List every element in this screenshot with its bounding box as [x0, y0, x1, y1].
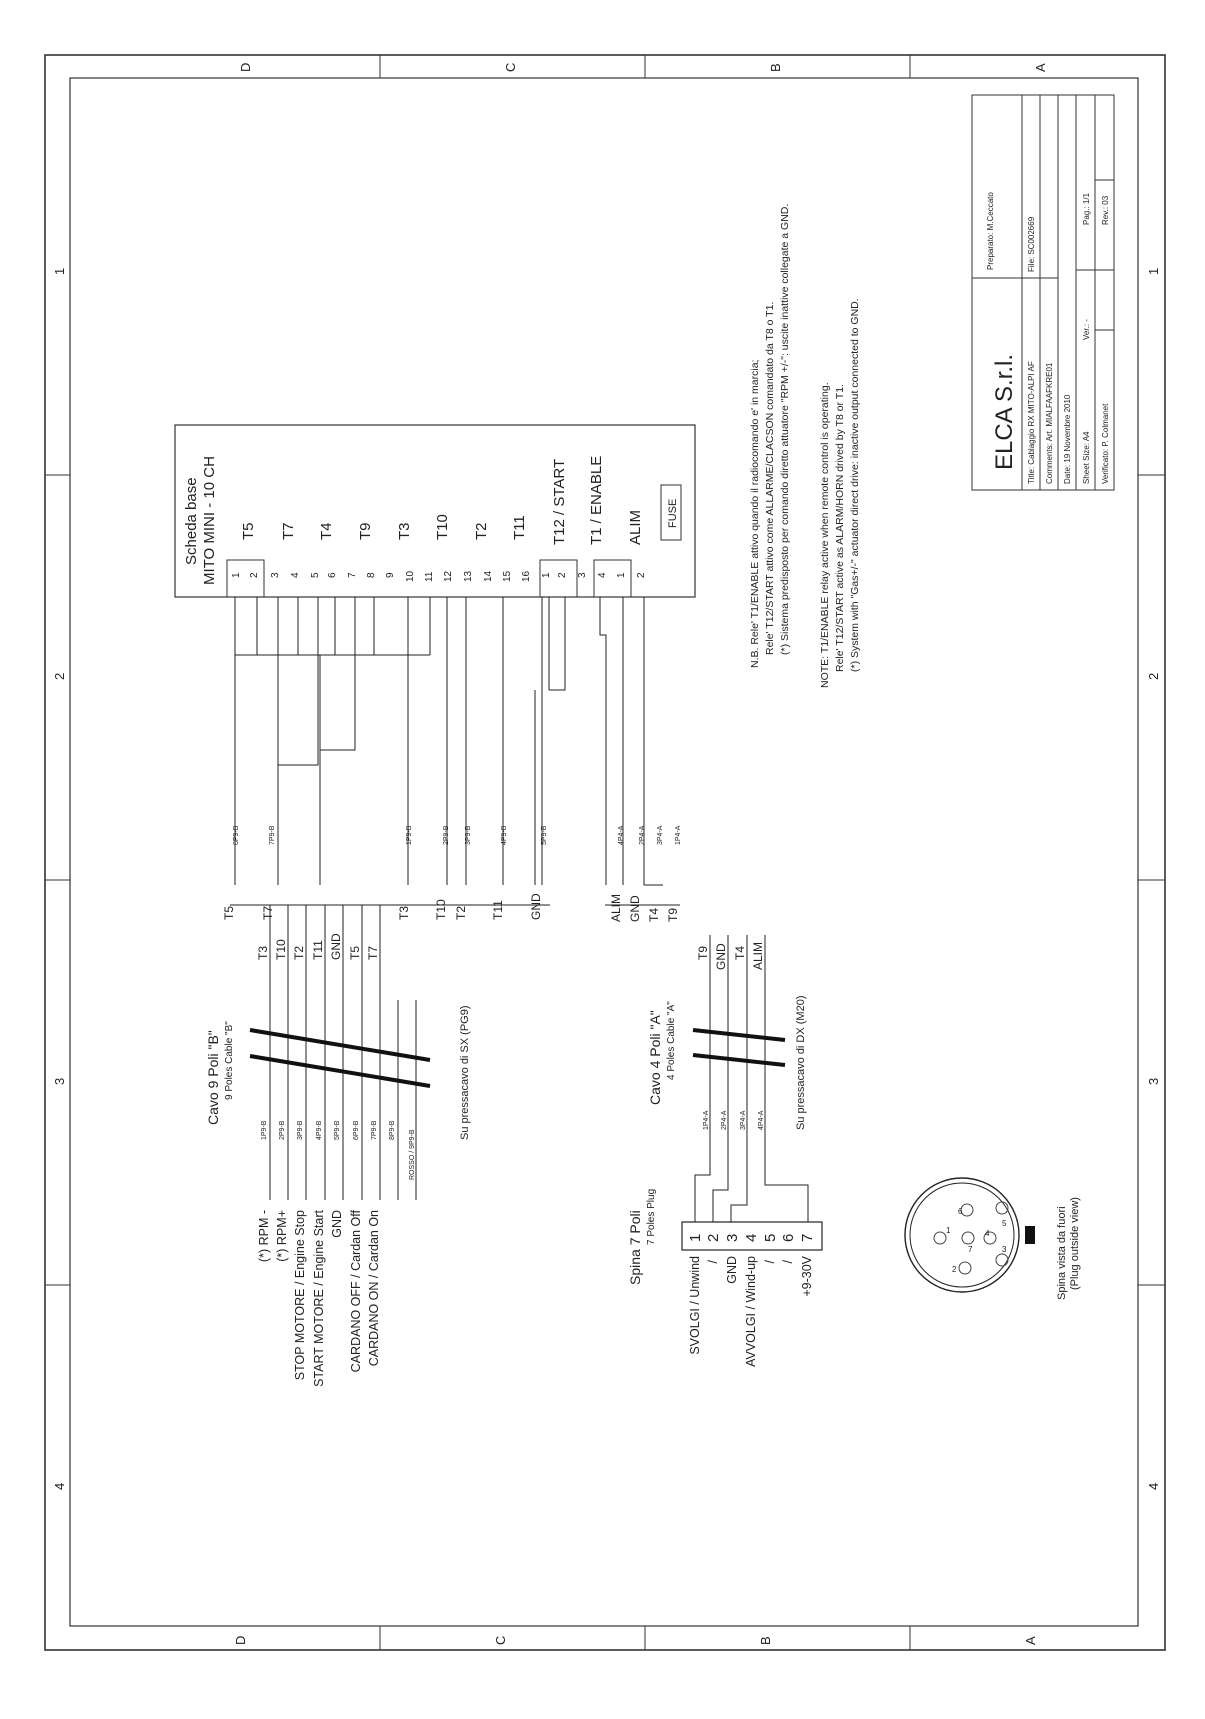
- channel-label: ALIM: [627, 509, 644, 545]
- cable-a-wire-labels: [696, 942, 765, 970]
- wire-code: 3P9-B: [465, 825, 472, 845]
- function-label: +9-30V: [800, 1256, 814, 1297]
- pin-number: 16: [521, 570, 532, 582]
- wire-label: GND: [628, 895, 642, 922]
- comments: Comments: Art. MIALFAAFKRE01: [1045, 362, 1054, 484]
- wire-code: 1P4-A: [703, 1110, 710, 1130]
- title-block: [972, 95, 1114, 490]
- function-label: (*) RPM+: [275, 1210, 289, 1262]
- channel-label: T7: [280, 522, 297, 540]
- frame-letter-bottom: D: [233, 1635, 248, 1645]
- frame-letter-bottom: C: [493, 1635, 508, 1645]
- function-label: /: [781, 1260, 795, 1264]
- channel-label: T12 / START: [551, 458, 568, 545]
- pin-number: 3: [577, 572, 588, 578]
- plug-pin-2: [959, 1262, 971, 1274]
- group-b-codes: [233, 825, 548, 845]
- frame-number-left: 4: [52, 1482, 67, 1490]
- plug-face-view: [905, 1178, 1081, 1300]
- wire-code: 4P4-A: [758, 1110, 765, 1130]
- cable-b-codes: [261, 1120, 416, 1180]
- note-line: (*) Sistema predisposto per comando diretto attuatore "RPM +/-": uscite inattive collegate a GND.: [779, 203, 791, 655]
- plug-pin-6: [961, 1204, 973, 1216]
- cable-b-subtitle: 9 Poles Cable "B": [224, 1021, 235, 1100]
- channel-label: T5: [240, 522, 257, 540]
- company-name: ELCA S.r.l.: [991, 353, 1018, 470]
- wire-label: GND: [529, 893, 543, 920]
- cable-b-gland: Su pressacavo di SX (PG9): [459, 1005, 471, 1140]
- pin-number: 15: [502, 570, 513, 582]
- frame-letter-top: D: [238, 62, 253, 72]
- wire-label: T10: [434, 899, 448, 920]
- channel-label: T1 / ENABLE: [588, 455, 605, 545]
- cable-b: [205, 933, 471, 1387]
- wire-code: 7P9-B: [269, 825, 276, 845]
- wire-label: T9: [666, 907, 680, 922]
- cable-b-functions: [257, 1209, 381, 1386]
- pin-number: 1: [541, 572, 552, 578]
- pin-number: 5: [310, 572, 321, 578]
- cable-b-title: Cavo 9 Poli "B": [205, 1030, 221, 1125]
- function-label: CARDANO ON / Cardan On: [367, 1210, 381, 1367]
- wire-label: T4: [647, 907, 661, 922]
- group-b-labels: [222, 893, 543, 920]
- frame-number-left: 1: [52, 267, 67, 275]
- wire-label: GND: [714, 943, 728, 970]
- pin-label: 7: [968, 1245, 973, 1254]
- pin-number: 4: [290, 572, 301, 578]
- cable-cut-mark: [693, 1055, 785, 1065]
- version: Ver.: -: [1082, 319, 1091, 340]
- function-label: SVOLGI / Unwind: [688, 1256, 702, 1355]
- channel-label: T2: [473, 522, 490, 540]
- notes-english: [819, 298, 861, 688]
- wire-code: 2P4-A: [721, 1110, 728, 1130]
- file-name: File: SC002669: [1027, 216, 1036, 272]
- wire-code: 1P9-B: [261, 1120, 268, 1140]
- frame-number-right: 2: [1146, 672, 1161, 680]
- pin-number: 1: [231, 572, 242, 578]
- wire-code: 4P9-B: [501, 825, 508, 845]
- wire-label: T3: [397, 905, 411, 920]
- function-label: GND: [725, 1256, 739, 1284]
- plug-title: Spina 7 Poli: [627, 1210, 643, 1285]
- wire-label: GND: [329, 933, 343, 960]
- frame-letter-bottom: B: [758, 1636, 773, 1645]
- pin-label: 5: [1002, 1219, 1007, 1228]
- wire-code: ROSSO / 9P9-B: [409, 1129, 416, 1180]
- plug-view-label: (Plug outside view): [1069, 1197, 1081, 1290]
- revision: Rev.: 03: [1101, 195, 1110, 225]
- cable-a-codes: [703, 1110, 765, 1130]
- group-a-codes: [618, 825, 682, 845]
- plug-7-poles: [627, 1189, 822, 1367]
- pin-number: 2: [249, 572, 260, 578]
- pin-number: 7: [799, 1233, 816, 1242]
- control-board: [175, 425, 695, 597]
- pin-number: 2: [557, 572, 568, 578]
- sheet-size: Sheet Size: A4: [1082, 431, 1091, 484]
- frame-letter-top: A: [1033, 63, 1048, 72]
- wire-label: T11: [311, 940, 325, 960]
- frame-letter-top: C: [503, 62, 518, 72]
- pin-label: 3: [1002, 1245, 1007, 1254]
- function-label: START MOTORE / Engine Start: [312, 1210, 326, 1387]
- cable-cut-mark: [693, 1030, 785, 1040]
- pin-number: 7: [347, 572, 358, 578]
- function-label: /: [706, 1260, 720, 1264]
- wire-code: 5P9-B: [334, 1120, 341, 1140]
- pin-number: 4: [743, 1233, 760, 1242]
- drawing-title: Title: Cablaggio RX MITO-ALPI AF: [1027, 361, 1036, 484]
- plug-pin-3: [996, 1254, 1008, 1266]
- pin-number: 4: [597, 572, 608, 578]
- function-label: STOP MOTORE / Engine Stop: [293, 1210, 307, 1381]
- pin-number: 2: [705, 1233, 722, 1242]
- plug-pin-1: [934, 1232, 946, 1244]
- note-line: Rele' T12/START active as ALARM/HORN drived by T8 or T1.: [834, 384, 846, 672]
- pin-label: 4: [985, 1229, 990, 1238]
- wire-code: 5P9-B: [541, 825, 548, 845]
- note-line: Rele' T12/START attivo come ALLARME/CLACSON comandato da T8 o T1.: [764, 301, 776, 655]
- pin-number: 12: [443, 570, 454, 582]
- wire-code: 4P9-B: [316, 1120, 323, 1140]
- cable-a-gland: Su pressacavo di DX (M20): [795, 995, 807, 1130]
- frame-number-left: 2: [52, 672, 67, 680]
- cable-cut-mark: [250, 1030, 430, 1060]
- wire-label: T4: [733, 945, 747, 960]
- function-label: /: [763, 1260, 777, 1264]
- channel-label: T3: [396, 522, 413, 540]
- wire-code: 7P9-B: [371, 1120, 378, 1140]
- pin-number: 1: [616, 572, 627, 578]
- wire-code: 1P4-A: [675, 825, 682, 845]
- channel-label: T11: [511, 515, 528, 540]
- pin-number: 6: [327, 572, 338, 578]
- cable-a-title: Cavo 4 Poli "A": [647, 1010, 663, 1105]
- cable-a: [647, 942, 807, 1130]
- channel-label: T9: [357, 522, 374, 540]
- fuse-label: FUSE: [667, 498, 679, 528]
- pin-label: 2: [952, 1265, 957, 1274]
- board-title: Scheda base: [183, 477, 200, 565]
- harness-mid-labels: [222, 825, 682, 922]
- note-line: NOTE: T1/ENABLE relay active when remote control is operating.: [819, 382, 831, 688]
- notes-italian: [749, 204, 791, 668]
- frame-number-right: 3: [1146, 1077, 1161, 1085]
- drawing-frame: [45, 55, 1165, 1650]
- channel-label: T4: [318, 522, 335, 540]
- pin-number: 10: [405, 570, 416, 582]
- frame-letter-top: B: [768, 63, 783, 72]
- pin-number: 6: [780, 1233, 797, 1242]
- verified-by: Verificato: P. Colmanet: [1101, 403, 1110, 484]
- wire-label: T11: [491, 900, 505, 920]
- plug-pin-numbers: [687, 1234, 816, 1242]
- wire-code: 2P9-B: [279, 1120, 286, 1140]
- note-line: (*) System with "Gas+/-" actuator direct drive: inactive output connected to GND.: [849, 298, 861, 672]
- wire-label: T7: [261, 905, 275, 920]
- wire-code: 3P9-B: [297, 1120, 304, 1140]
- cable-cut-mark: [250, 1056, 430, 1086]
- wire-label: T2: [454, 905, 468, 920]
- pin-number: 3: [724, 1233, 741, 1242]
- pin-number: 5: [762, 1233, 779, 1242]
- pin-number: 14: [483, 570, 494, 582]
- pin-number: 2: [636, 572, 647, 578]
- wire-label: T7: [366, 945, 380, 960]
- pin-number: 1: [687, 1233, 704, 1242]
- plug-face-pins: [934, 1202, 1008, 1274]
- wire-code: 6P9-B: [233, 825, 240, 845]
- plug-view-label: Spina vista da fuori: [1056, 1206, 1068, 1300]
- wire-code: 1P9-B: [406, 825, 413, 845]
- note-line: N.B. Rele' T1/ENABLE attivo quando il radiocomando e' in marcia;: [749, 359, 761, 668]
- pin-number: 8: [366, 572, 377, 578]
- wire-label: ALIM: [751, 941, 765, 970]
- board-model: MITO MINI - 10 CH: [201, 456, 218, 585]
- wire-code: 6P9-B: [353, 1120, 360, 1140]
- board-pin-numbers: [231, 570, 647, 582]
- function-label: (*) RPM -: [257, 1210, 271, 1263]
- pin-label: 6: [958, 1207, 963, 1216]
- pin-number: 3: [270, 572, 281, 578]
- wire-label: T2: [292, 945, 306, 960]
- wire-label: T9: [696, 945, 710, 960]
- group-a-labels: [609, 894, 680, 922]
- cable-a-subtitle: 4 Poles Cable "A": [666, 1001, 677, 1080]
- wire-label: T5: [348, 945, 362, 960]
- wire-label: T10: [274, 939, 288, 960]
- pin-number: 11: [424, 571, 435, 582]
- plug-subtitle: 7 Poles Plug: [646, 1188, 657, 1245]
- wire-label: T3: [256, 945, 270, 960]
- date: Date: 19 Novembre 2010: [1063, 394, 1072, 484]
- wire-code: 4P4-A: [618, 825, 625, 845]
- wire-code: 2P9-B: [443, 825, 450, 845]
- channel-label: T10: [434, 514, 451, 540]
- wire-label: ALIM: [609, 893, 623, 922]
- wire-code: 8P9-B: [389, 1120, 396, 1140]
- plug-functions: [688, 1255, 814, 1367]
- board-channel-labels: [240, 456, 644, 545]
- cable-b-wire-labels: [256, 933, 380, 960]
- frame-number-left: 3: [52, 1077, 67, 1085]
- function-label: CARDANO OFF / Cardan Off: [349, 1210, 363, 1373]
- pin-number: 9: [385, 572, 396, 578]
- frame-letter-bottom: A: [1023, 1636, 1038, 1645]
- frame-number-right: 1: [1146, 267, 1161, 275]
- pin-label: 1: [946, 1226, 951, 1235]
- wire-code: 3P4-A: [657, 825, 664, 845]
- page-number: Pag.: 1/1: [1082, 192, 1091, 225]
- prepared-by: Preparato: M.Ceccato: [986, 192, 995, 270]
- plug-pin-7: [962, 1232, 974, 1244]
- function-label: AVVOLGI / Wind-up: [744, 1256, 758, 1367]
- wire-code: 2P4-A: [639, 825, 646, 845]
- wire-label: T5: [222, 905, 236, 920]
- function-label: GND: [330, 1210, 344, 1238]
- frame-number-right: 4: [1146, 1482, 1161, 1490]
- pin-number: 13: [463, 570, 474, 582]
- wire-code: 3P4-A: [740, 1110, 747, 1130]
